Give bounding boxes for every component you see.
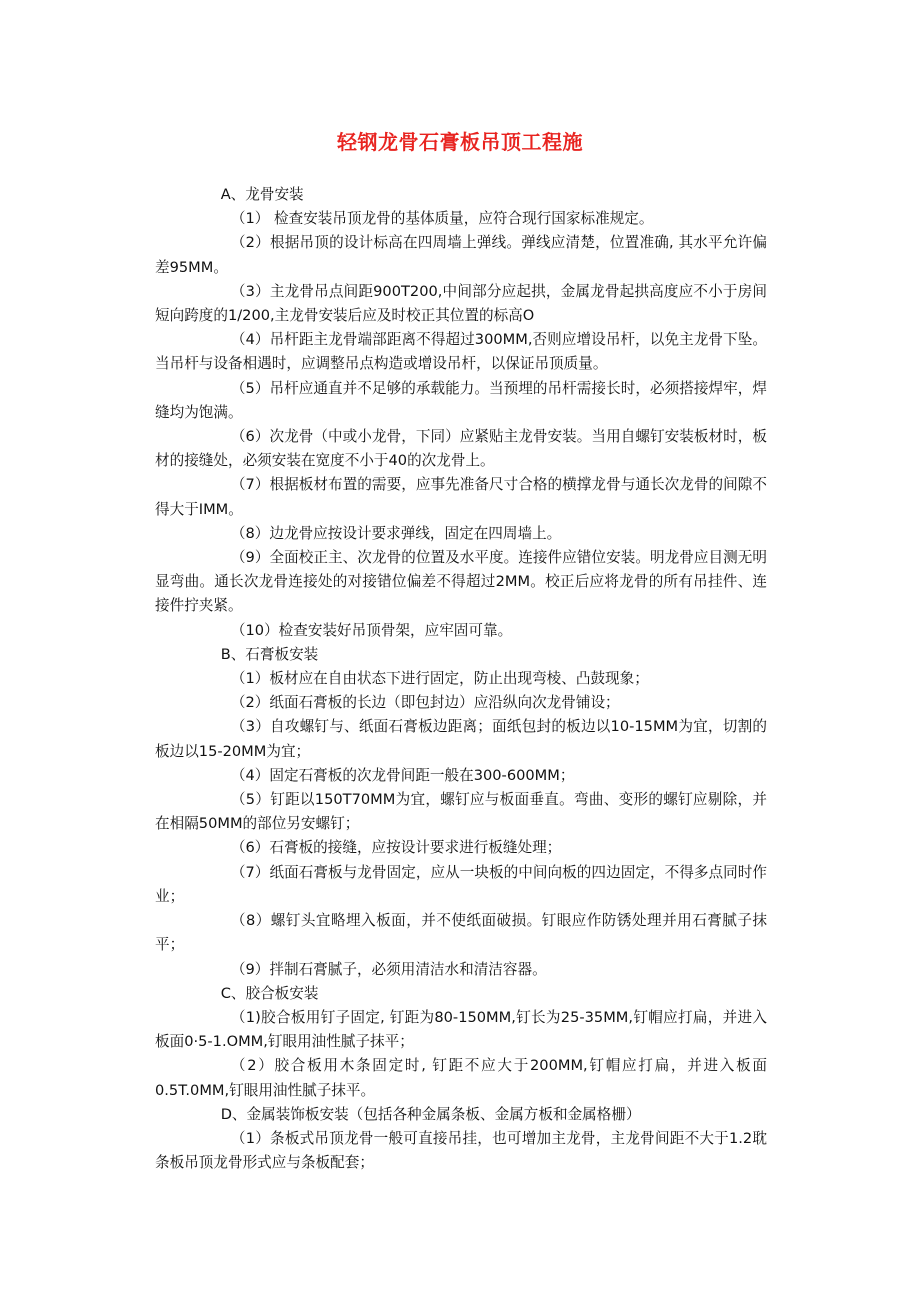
section-heading: A、龙骨安装 — [220, 186, 304, 203]
section-heading: C、胶合板安装 — [220, 984, 319, 1002]
paragraph: （1）板材应在自由状态下进行固定，防止出现弯棱、凸鼓现象； — [230, 670, 649, 688]
paragraph: （2）胶合板用木条固定时, 钉距不应大于200MM,钉帽应打扁，并进入板面0.5T.0MM,钉眼用油性腻子抹平。 — [155, 1057, 767, 1099]
paragraph: （1)胶合板用钉子固定, 钉距为80-150MM,钉长为25-35MM,钉帽应打扁，并进入板面0·5-1.OMM,钉眼用油性腻子抹平； — [155, 1008, 767, 1051]
paragraph: （1）条板式吊顶龙骨一般可直接吊挂，也可增加主龙骨，主龙骨间距不大于1.2耽条板吊顶龙骨形式应与条板配套； — [155, 1129, 767, 1172]
paragraph: （5）钉距以150T70MM为宜，螺钉应与板面垂直。弯曲、变形的螺钉应剔除，并在相隔50MM的部位另安螺钉； — [155, 791, 767, 833]
paragraph: （9）拌制石膏腻子，必须用清洁水和清洁容器。 — [230, 960, 547, 978]
document-title: 轻钢龙骨石膏板吊顶工程施 — [337, 130, 583, 154]
paragraph: （3）自攻螺钉与、纸面石膏板边距离；面纸包封的板边以10-15MM为宜，切割的板边以15-20MM为宜； — [155, 718, 767, 760]
paragraph: （6）石膏板的接缝，应按设计要求进行板缝处理； — [230, 839, 562, 857]
section-heading: D、金属装饰板安装（包括各种金属条板、金属方板和金属格栅） — [220, 1105, 641, 1123]
paragraph: （4）固定石膏板的次龙骨间距一般在300-600MM； — [230, 766, 575, 784]
paragraph: （5）吊杆应通直并不足够的承载能力。当预埋的吊杆需接长时，必须搭接焊牢，焊缝均为饱满。 — [155, 379, 767, 421]
section-heading: B、石膏板安装 — [220, 645, 319, 663]
paragraph: （1） 检查安装吊顶龙骨的基体质量，应符合现行国家标准规定。 — [230, 210, 654, 228]
paragraph: （7）根据板材布置的需要，应事先准备尺寸合格的横撑龙骨与通长次龙骨的间隙不得大于IMM。 — [155, 476, 767, 518]
paragraph: （7）纸面石膏板与龙骨固定，应从一块板的中间向板的四边固定，不得多点同时作业； — [155, 863, 767, 905]
paragraph: （8）螺钉头宜略埋入板面，并不使纸面破损。钉眼应作防锈处理并用石膏腻子抹平； — [155, 912, 767, 954]
paragraph: （4）吊杆距主龙骨端部距离不得超过300MM,否则应增设吊杆，以免主龙骨下坠。当吊杆与设备相遇时，应调整吊点构造或增设吊杆，以保证吊顶质量。 — [155, 331, 767, 373]
paragraph: （2）纸面石膏板的长边（即包封边）应沿纵向次龙骨铺设； — [230, 694, 620, 712]
paragraph: （10）检查安装好吊顶骨架，应牢固可靠。 — [230, 621, 513, 639]
paragraph: （8）边龙骨应按设计要求弹线，固定在四周墙上。 — [230, 524, 562, 542]
document-body — [155, 183, 767, 1175]
paragraph: （3）主龙骨吊点间距900T200,中间部分应起拱，金属龙骨起拱高度应不小于房间短向跨度的1/200,主龙骨安装后应及时校正其位置的标高O — [155, 282, 767, 325]
paragraph: （6）次龙骨（中或小龙骨，下同）应紧贴主龙骨安装。当用自螺钉安装板材时，板材的接缝处，必须安装在宽度不小于40的次龙骨上。 — [155, 428, 767, 470]
paragraph: （2）根据吊顶的设计标高在四周墙上弹线。弹线应清楚，位置准确, 其水平允许偏差95MM。 — [155, 234, 767, 276]
paragraph: （9）全面校正主、次龙骨的位置及水平度。连接件应错位安装。明龙骨应目测无明显弯曲。通长次龙骨连接处的对接错位偏差不得超过2MM。校正后应将龙骨的所有吊挂件、连接件拧夹紧。 — [155, 549, 767, 615]
